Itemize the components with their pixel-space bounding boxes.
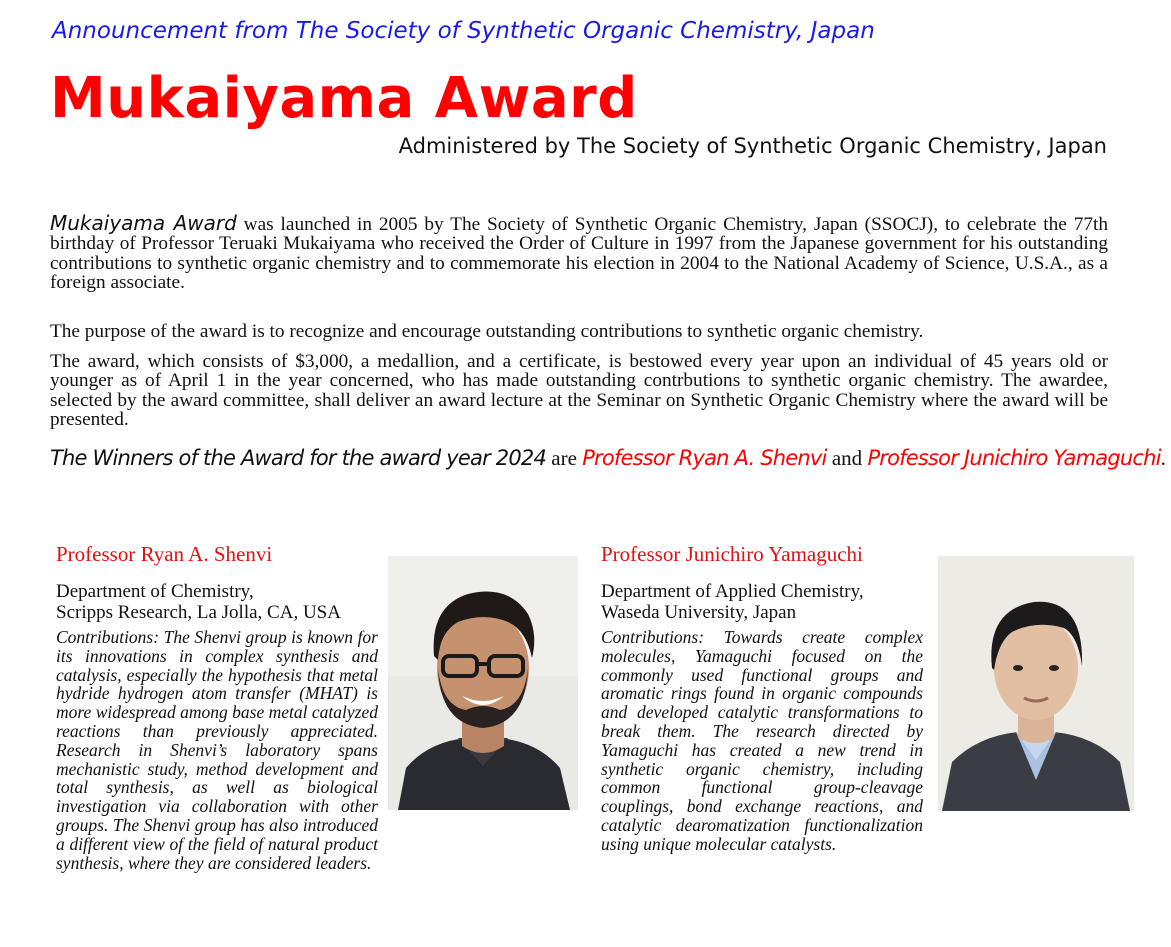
- awardee-2-dept-line2: Waseda University, Japan: [601, 602, 797, 623]
- awardee-1-dept-line1: Department of Chemistry,: [56, 581, 254, 602]
- awardee-1-dept-line2: Scripps Research, La Jolla, CA, USA: [56, 602, 341, 623]
- details-paragraph: The award, which consists of $3,000, a medallion, and a certificate, is bestowed every year upon an individual of 45 years old or younger as of April 1 in the year concerned, who has made outstanding contrbutions to synthetic organic chemistry. The awardee, selected by the award committee, shall deliver an award lecture at the Seminar on Synthetic Organic Chemistry where the award will be presented.: [50, 351, 1108, 430]
- intro-text: was launched in 2005 by The Society of Synthetic Organic Chemistry, Japan (SSOCJ), to celebrate the 77th birthday of Professor Teruaki Mukaiyama who received the Order of Culture in 1997 from the Japanese government for his outstanding contributions to synthetic organic chemistry and to commemorate his election in 2004 to the National Academy of Science, U.S.A., as a foreign associate.: [50, 214, 1108, 293]
- winners-period: .: [1160, 446, 1166, 470]
- awardee-2-dept-line1: Department of Applied Chemistry,: [601, 581, 864, 602]
- winners-line: [50, 446, 1166, 471]
- intro-paragraph: [50, 211, 1108, 293]
- awardee-2-department: [601, 581, 923, 623]
- winners-lead: The Winners of the Award for the award year 2024: [50, 446, 547, 470]
- awardee-1-card: [56, 542, 378, 872]
- awardee-1-name: Professor Ryan A. Shenvi: [56, 542, 273, 566]
- purpose-paragraph: The purpose of the award is to recognize and encourage outstanding contributions to synthetic organic chemistry.: [50, 321, 924, 342]
- announcement-heading: Announcement from The Society of Synthetic Organic Chemistry, Japan: [52, 18, 875, 44]
- page-title: Mukaiyama Award: [50, 66, 638, 131]
- awardee-2-card: [601, 542, 923, 854]
- awardee-1-photo: [388, 556, 578, 810]
- awardee-2-photo: [938, 556, 1134, 811]
- winners-and: and: [826, 446, 868, 470]
- winner-2-name: Professor Junichiro Yamaguchi: [867, 446, 1161, 470]
- awardee-2-name: Professor Junichiro Yamaguchi: [601, 542, 863, 566]
- awardee-1-contributions: Contributions: The Shenvi group is known for its innovations in complex synthesis and catalysis, especially the hypothesis that metal hydride hydrogen atom transfer (MHAT) is more widespread among base metal catalyzed reactions than previously appreciated. Research in Shenvi’s laboratory spans mechanistic study, method development and total synthesis, as well as biological investigation via collaboration with other groups. The Shenvi group has also introduced a different view of the field of natural product synthesis, where they are considered leaders.: [56, 627, 378, 873]
- winner-1-name: Professor Ryan A. Shenvi: [582, 446, 827, 470]
- awardee-2-contributions: Contributions: Towards create complex molecules, Yamaguchi focused on the commonly used functional groups and aromatic rings found in organic compounds and developed catalytic transformations to break them. The research directed by Yamaguchi has created a new trend in synthetic organic chemistry, including common functional group-cleavage couplings, bond exchange reactions, and catalytic dearomatization functionalization using unique molecular catalysts.: [601, 627, 923, 854]
- winners-are: are: [546, 446, 583, 470]
- administered-by: Administered by The Society of Synthetic Organic Chemistry, Japan: [398, 134, 1107, 158]
- awardee-1-department: [56, 581, 378, 623]
- intro-lead: Mukaiyama Award: [50, 211, 237, 235]
